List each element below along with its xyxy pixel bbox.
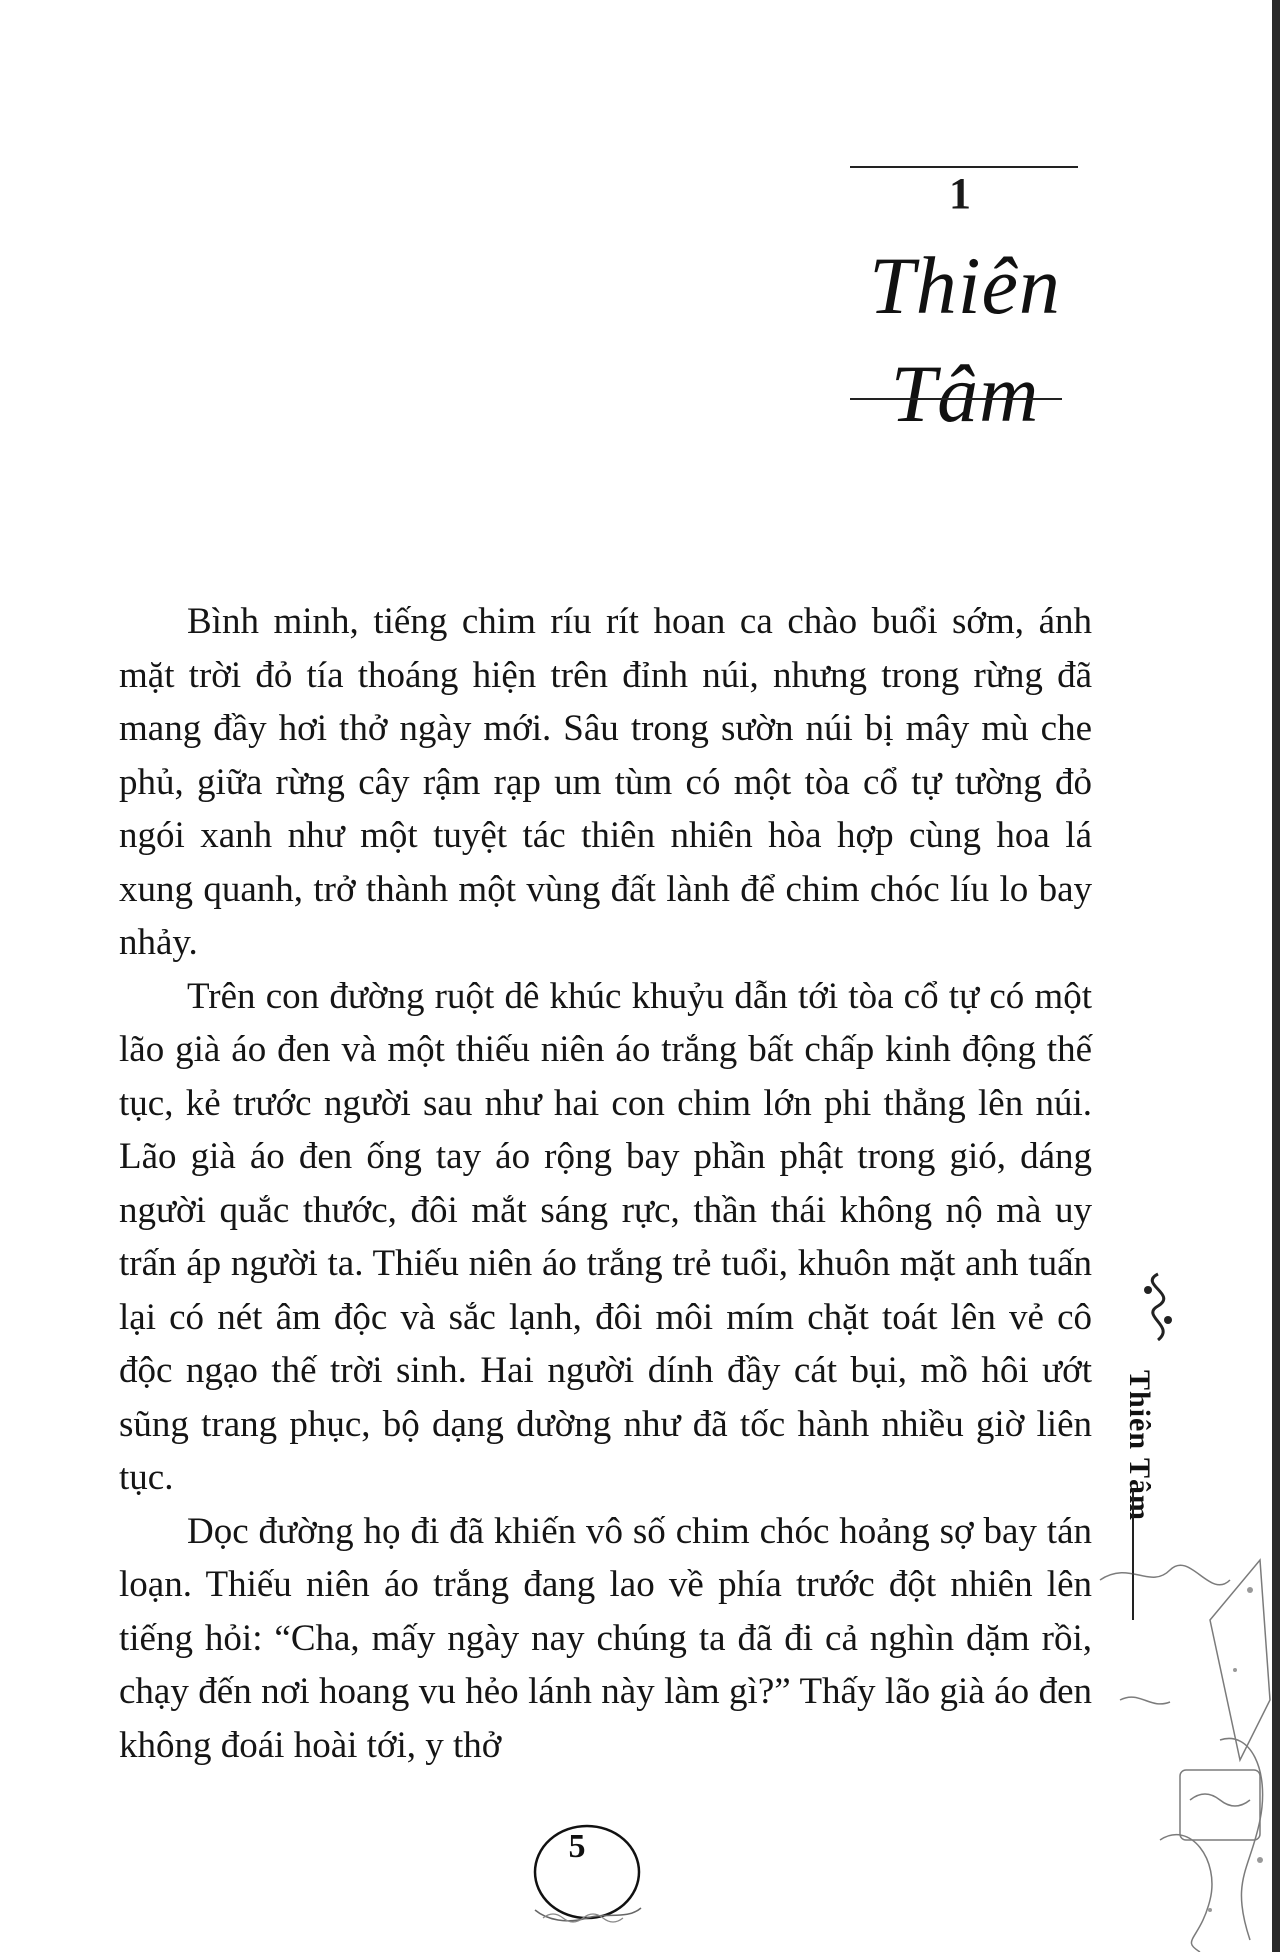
chapter-title-line2: Tâm: [890, 348, 1040, 439]
chapter-bottom-rule: [850, 398, 1062, 400]
paragraph: Bình minh, tiếng chim ríu rít hoan ca chào buổi sớm, ánh mặt trời đỏ tía thoáng hiện trên đỉnh núi, nhưng trong rừng đã mang đầy hơi thở ngày mới. Sâu trong sườn núi bị mây mù che phủ, giữa rừng cây rậm rạp um tùm có một tòa cổ tự tường đỏ ngói xanh như một tuyệt tác thiên nhiên hòa hợp cùng hoa lá xung quanh, trở thành một vùng đất lành để chim chóc líu lo bay nhảy.: [119, 601, 1092, 963]
swirl-ornament-icon: [1128, 1270, 1188, 1350]
paragraph: Trên con đường ruột dê khúc khuỷu dẫn tới tòa cổ tự có một lão già áo đen và một thiếu niên áo trắng bất chấp kinh động thế tục, kẻ trước người sau như hai con chim lớn phi thẳng lên núi. Lão già áo đen ống tay áo rộng bay phần phật trong gió, dáng người quắc thước, đôi mắt sáng rực, thần thái không nộ mà uy trấn áp người ta. Thiếu niên áo trắng trẻ tuổi, khuôn mặt anh tuấn lại có nét âm độc và sắc lạnh, đôi môi mím chặt toát lên vẻ cô độc ngạo thế trời sinh. Hai người dính đầy cát bụi, mồ hôi ướt sũng trang phục, bộ dạng dường như đã tốc hành nhiều giờ liên tục.: [119, 975, 1092, 1498]
chapter-title: [820, 232, 1110, 448]
chapter-title-line1: Thiên: [869, 240, 1061, 331]
paragraph: Dọc đường họ đi đã khiến vô số chim chóc hoảng sợ bay tán loạn. Thiếu niên áo trắng đang lao về phía trước đột nhiên lên tiếng hỏi: “Cha, mấy ngày nay chúng ta đã đi cả nghìn dặm rồi, chạy đến nơi hoang vu hẻo lánh này làm gì?” Thấy lão già áo đen không đoái hoài tới, y thở: [119, 1510, 1092, 1766]
corner-illustration-icon: [1060, 1440, 1280, 1952]
chapter-body: [119, 595, 1092, 1772]
page-number: 5: [568, 1828, 586, 1865]
chapter-number: 1: [949, 169, 971, 218]
running-head: Thiên Tâm: [1123, 1370, 1156, 1521]
